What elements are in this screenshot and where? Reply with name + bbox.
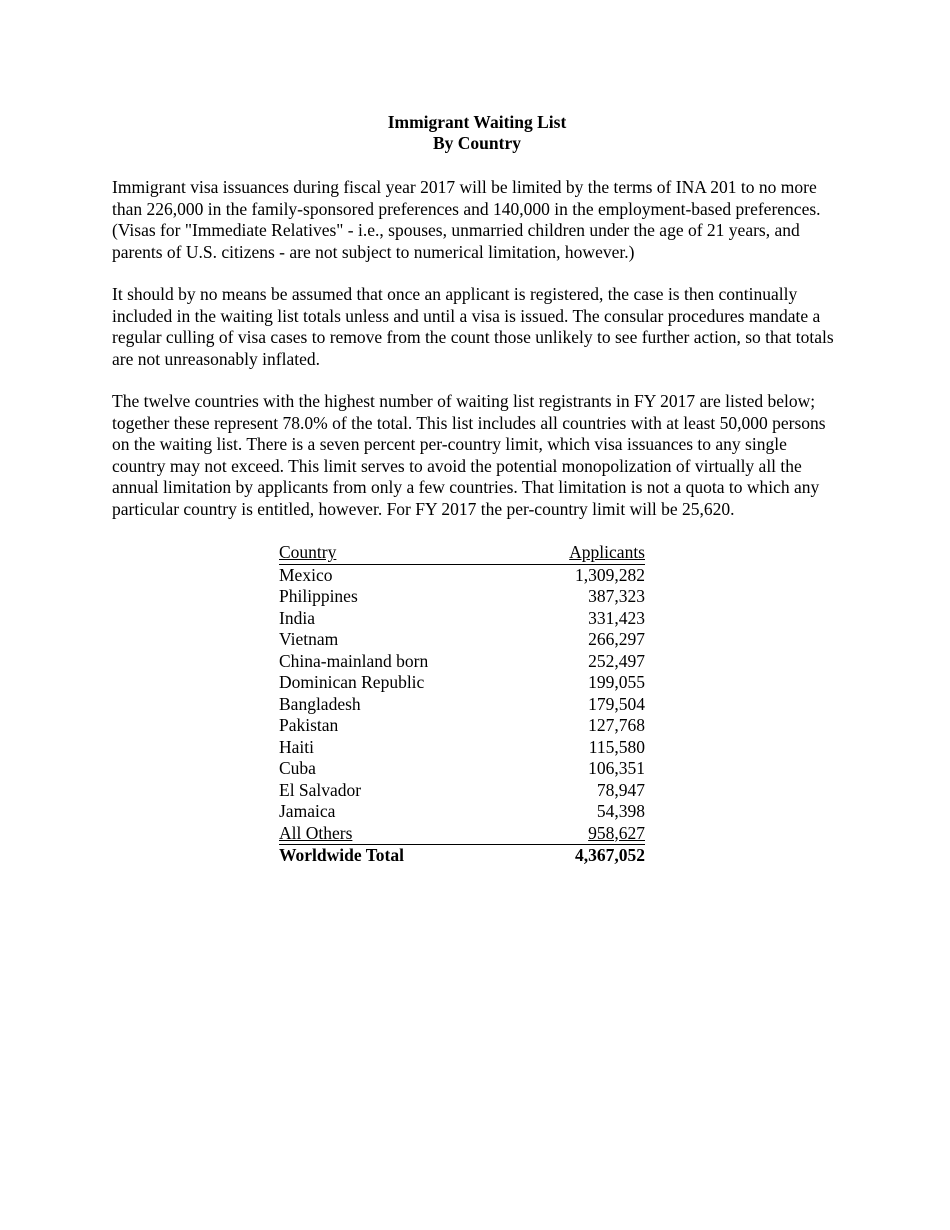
table-row xyxy=(279,651,645,673)
applicants-cell: 387,323 xyxy=(588,586,645,606)
table-row xyxy=(279,694,645,716)
country-cell: El Salvador xyxy=(279,779,362,800)
worldwide-total-row xyxy=(279,845,645,867)
paragraph-visa-limits: Immigrant visa issuances during fiscal year 2017 will be limited by the terms of INA 201 to no more than 226,000 in the family-sponsored preferences and 140,000 in the employment-based preferences. (Visas for "Immediate Relatives" - i.e., spouses, unmarried children under the age of 21 years, and parents of U.S. citizens - are not subject to numerical limitation, however.) xyxy=(112,177,821,262)
paragraph-top-countries: The twelve countries with the highest number of waiting list registrants in FY 2017 are listed below; together these represent 78.0% of the total. This list includes all countries with at least 50,000 persons on the waiting list. There is a seven percent per-country limit, which visa issuances to any single country may not exceed. This limit serves to avoid the potential monopolization of virtually all the annual limitation by applicants from only a few countries. That limitation is not a quota to which any particular country is entitled, however. For FY 2017 the per-country limit will be 25,620. xyxy=(112,391,826,519)
applicants-cell: 331,423 xyxy=(588,607,645,628)
country-cell: Haiti xyxy=(279,736,314,757)
country-cell: Vietnam xyxy=(279,629,339,649)
country-cell: Pakistan xyxy=(279,715,339,735)
applicants-cell: 179,504 xyxy=(588,693,645,714)
all-others-row xyxy=(279,823,645,845)
applicants-cell: 266,297 xyxy=(588,629,645,649)
country-cell: India xyxy=(279,607,315,628)
column-header-applicants: Applicants xyxy=(559,542,645,564)
title-line-2: By Country xyxy=(433,133,521,153)
table-row xyxy=(279,780,645,802)
applicants-cell: 106,351 xyxy=(588,758,645,778)
table-row xyxy=(279,801,645,823)
country-cell: China-mainland born xyxy=(279,650,429,671)
country-cell: Jamaica xyxy=(279,801,336,821)
table-row xyxy=(279,629,645,651)
table-row xyxy=(279,737,645,759)
applicants-cell: 115,580 xyxy=(588,736,645,757)
applicants-cell: 127,768 xyxy=(588,715,645,735)
table-row xyxy=(279,758,645,780)
country-cell: Bangladesh xyxy=(279,693,361,714)
worldwide-total-label: Worldwide Total xyxy=(279,845,404,865)
document-page xyxy=(112,112,842,867)
table-row xyxy=(279,672,645,694)
document-title xyxy=(112,112,842,154)
applicants-cell: 78,947 xyxy=(596,779,645,800)
applicants-cell: 199,055 xyxy=(588,672,645,692)
applicants-cell: 252,497 xyxy=(588,650,645,671)
applicants-cell: 54,398 xyxy=(596,801,645,821)
table-row xyxy=(279,715,645,737)
title-line-1: Immigrant Waiting List xyxy=(387,112,567,132)
table-row xyxy=(279,608,645,630)
country-cell: Mexico xyxy=(279,564,333,585)
table-header-row xyxy=(279,542,645,564)
paragraph-registration: It should by no means be assumed that once an applicant is registered, the case is then continually included in the waiting list totals unless and until a visa is issued. The consular procedures mandate a regular culling of visa cases to remove from the count those unlikely to see further action, so that totals are not unreasonably inflated. xyxy=(112,284,834,369)
column-header-country: Country xyxy=(279,542,559,564)
all-others-value: 958,627 xyxy=(559,823,645,845)
waiting-list-table xyxy=(279,542,645,867)
country-cell: Philippines xyxy=(279,586,358,606)
table-row xyxy=(279,586,645,608)
all-others-label: All Others xyxy=(279,823,559,845)
applicants-cell: 1,309,282 xyxy=(575,564,645,585)
country-cell: Cuba xyxy=(279,758,316,778)
table-row xyxy=(279,564,645,586)
worldwide-total-value: 4,367,052 xyxy=(575,845,645,865)
country-cell: Dominican Republic xyxy=(279,672,425,692)
